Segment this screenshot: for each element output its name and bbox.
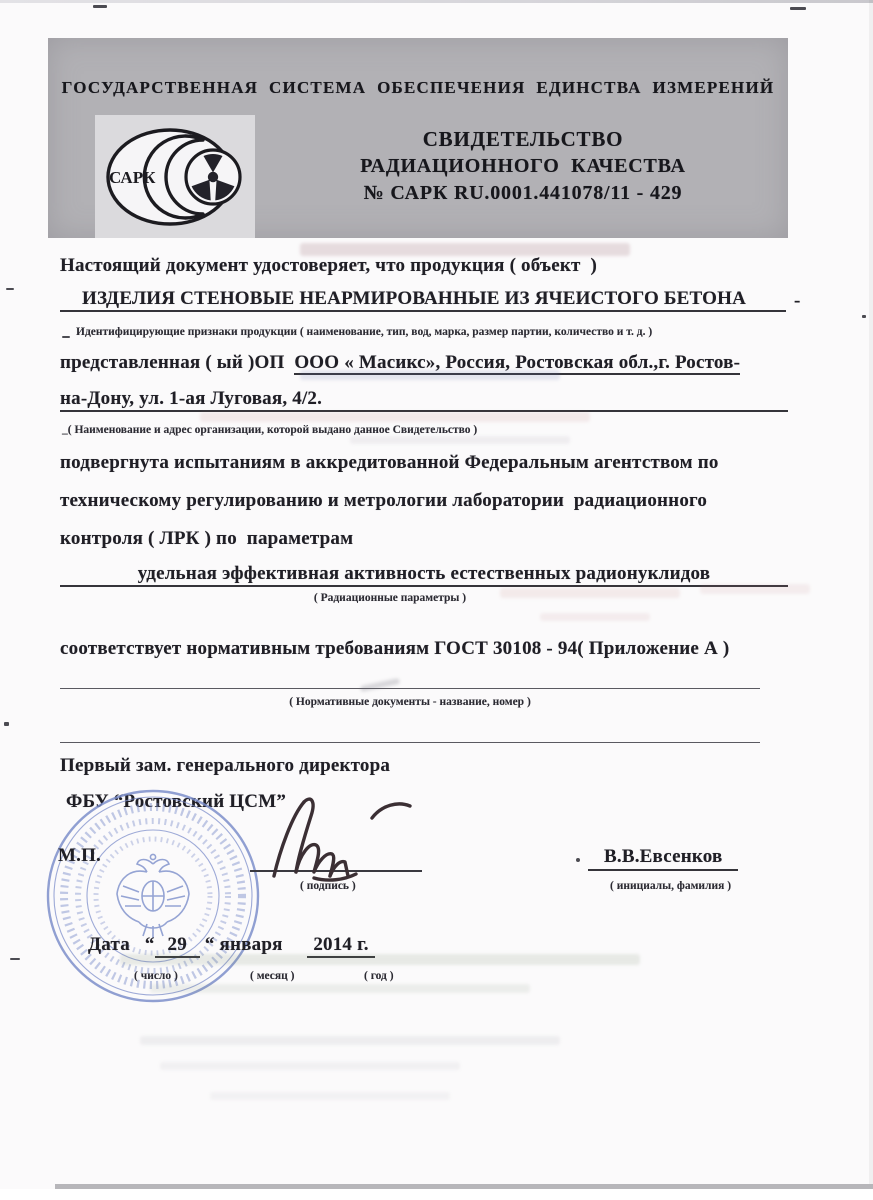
scan-speck (6, 288, 14, 290)
scan-edge-bottom-white (0, 1189, 873, 1200)
tested-line-1: подвергнута испытаниям в аккредитованной Федеральным агентством по (60, 452, 719, 473)
presented-prefix: представленная ( ый )ОП (60, 352, 295, 373)
bleed-through-artifact (150, 984, 530, 993)
bleed-through-artifact (500, 588, 680, 598)
organization-caption: _( Наименование и адрес организации, которой выдано данное Свидетельство ) (62, 424, 478, 436)
normative-caption: ( Нормативные документы - название, номер ) (289, 696, 531, 708)
date-year: 2014 г. (307, 934, 374, 958)
stray-pen-mark (360, 678, 400, 692)
director-position-line-2: ФБУ “Ростовский ЦСМ” (66, 791, 287, 812)
date-row (88, 934, 375, 956)
bleed-through-artifact (210, 1092, 450, 1100)
bleed-through-artifact (300, 370, 560, 380)
tested-line-2: техническому регулированию и метрологии лаборатории радиационного (60, 490, 708, 511)
day-caption: ( число ) (134, 970, 178, 982)
intro-line: Настоящий документ удостоверяет, что продукция ( объект ) (60, 255, 597, 276)
title-line-1: СВИДЕТЕЛЬСТВО (422, 127, 624, 151)
scan-edge-right (869, 0, 873, 1200)
conformity-line: соответствует нормативным требованиям ГОСТ 30108 - 94( Приложение А ) (60, 638, 730, 659)
scan-speck (790, 7, 806, 10)
bleed-through-artifact (300, 243, 630, 256)
month-caption: ( месяц ) (250, 970, 295, 982)
product-trailing-dash: - (794, 290, 801, 311)
bleed-through-artifact (160, 1062, 460, 1070)
quote-close: “ (204, 934, 215, 955)
certificate-title-block (288, 126, 758, 207)
bleed-through-artifact (540, 613, 650, 621)
scan-speck (10, 958, 20, 960)
year-caption: ( год ) (364, 970, 394, 982)
bleed-through-artifact (120, 954, 640, 965)
date-month: января (219, 934, 283, 955)
blank-rule-2 (60, 742, 760, 743)
scan-speck (93, 5, 107, 8)
name-caption: ( инициалы, фамилия ) (610, 880, 732, 892)
state-system-line: ГОСУДАРСТВЕННАЯ СИСТЕМА ОБЕСПЕЧЕНИЯ ЕДИНСТВА ИЗМЕРЕНИЙ (61, 78, 775, 97)
bleed-through-artifact (200, 412, 590, 422)
signature-caption: ( подпись ) (300, 880, 356, 892)
scan-speck (4, 722, 9, 726)
tested-line-3: контроля ( ЛРК ) по параметрам (60, 528, 354, 549)
stamp-place-label: М.П. (58, 845, 102, 866)
director-position-line-1: Первый зам. генерального директора (60, 755, 391, 776)
bleed-through-artifact (350, 436, 570, 444)
radiation-parameter-caption: ( Радиационные параметры ) (313, 592, 467, 604)
scan-speck (862, 315, 866, 318)
certificate-number: № САРК RU.0001.441078/11 - 429 (363, 182, 683, 204)
quote-open: “ (144, 934, 155, 955)
scan-edge-top (0, 0, 873, 3)
sark-crescent-radiation-logo-icon (95, 115, 255, 238)
director-name: В.В.Евсенков (588, 846, 738, 871)
dot-mark (576, 858, 580, 862)
presented-line-2: на-Дону, ул. 1-ая Луговая, 4/2. (60, 388, 788, 412)
product-caption: Идентифицирующие признаки продукции ( наименование, тип, вод, марка, размер партии, количество и т. д. ) (76, 326, 653, 338)
radiation-parameter-line: удельная эффективная активность естественных радионуклидов (60, 563, 788, 587)
header-banner (48, 38, 788, 238)
product-name-line: ИЗДЕЛИЯ СТЕНОВЫЕ НЕАРМИРОВАННЫЕ ИЗ ЯЧЕИСТОГО БЕТОНА (60, 288, 786, 312)
sark-logo-box (95, 115, 255, 238)
logo-text: САРК (109, 168, 156, 187)
bleed-through-artifact (700, 584, 810, 594)
blank-rule-1 (60, 688, 760, 689)
bleed-through-artifact (140, 1036, 560, 1045)
presented-org: ООО « Масикс», Россия, Ростовская обл.,г. Ростов- (294, 352, 741, 373)
underscore-mark (62, 336, 70, 338)
handwritten-signature (268, 792, 418, 882)
date-day: 29 (155, 934, 200, 958)
date-label: Дата (88, 934, 130, 955)
signature-ink-icon (268, 792, 418, 882)
title-line-2: РАДИАЦИОННОГО КАЧЕСТВА (360, 155, 686, 177)
